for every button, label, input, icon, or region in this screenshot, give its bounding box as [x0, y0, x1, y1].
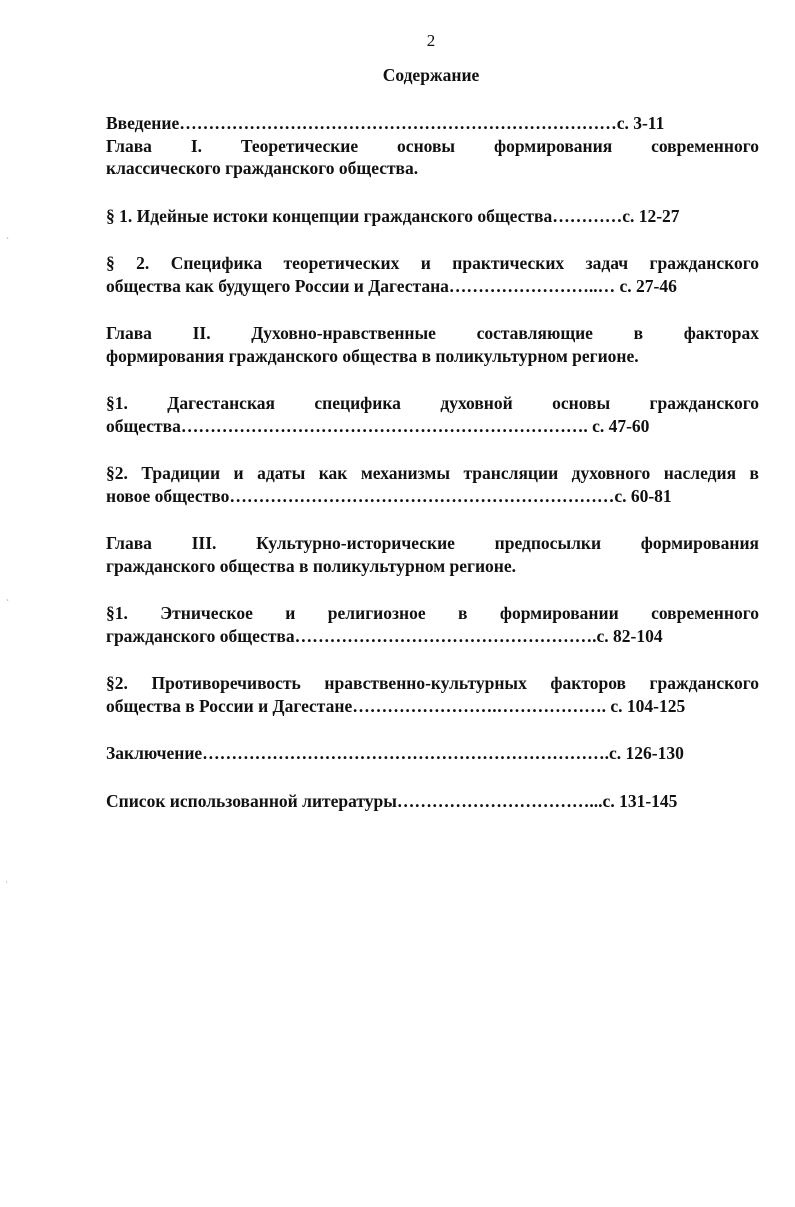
toc-chapter-3-title-line-2: гражданского общества в поликультурном регионе.: [106, 555, 517, 576]
table-of-contents: [106, 112, 759, 812]
toc-section-3-2-line-1: §2. Противоречивость нравственно-культурных факторов гражданского: [106, 673, 759, 693]
toc-references: Список использованной литературы……………………………...с. 131-145: [106, 790, 678, 811]
page-title: Содержание: [382, 65, 480, 85]
scan-speck: ˋ: [6, 236, 9, 246]
toc-chapter-1-title-line-2: классического гражданского общества.: [106, 158, 419, 178]
toc-section-3-1-line-2: гражданского общества…………………………………………….с. 82-104: [106, 625, 663, 646]
scan-speck: ˙: [5, 880, 8, 890]
toc-section-3-1-line-1: §1. Этническое и религиозное в формировании современного: [106, 603, 759, 623]
toc-section-3-2-line-2: общества в России и Дагестане…………………….………………. с. 104-125: [106, 695, 686, 716]
toc-section-1-1: § 1. Идейные истоки концепции гражданского общества…………с. 12-27: [106, 205, 680, 226]
toc-conclusion: Заключение…………………………………………………………….с. 126-130: [106, 743, 684, 763]
toc-intro: Введение…………………………………………………………………с. 3-11: [106, 113, 665, 133]
page-number: 2: [426, 31, 436, 50]
toc-section-2-2-line-1: §2. Традиции и адаты как механизмы трансляции духовного наследия в: [106, 463, 759, 483]
toc-section-2-1-line-2: общества……………………………………………………………. с. 47-60: [106, 415, 650, 436]
toc-section-1-2-line-2: общества как будущего России и Дагестана……………………..… с. 27-46: [106, 275, 677, 296]
scan-speck: ˋ: [6, 598, 9, 608]
toc-section-1-2-line-1: § 2. Специфика теоретических и практических задач гражданского: [106, 253, 759, 273]
toc-chapter-2-title-line-1: Глава II. Духовно-нравственные составляющие в факторах: [106, 323, 759, 343]
toc-section-2-1-line-1: §1. Дагестанская специфика духовной основы гражданского: [106, 393, 759, 413]
toc-chapter-1-title-line-1: Глава I. Теоретические основы формирования современного: [106, 135, 759, 156]
toc-chapter-2-title-line-2: формирования гражданского общества в поликультурном регионе.: [106, 345, 639, 366]
toc-chapter-3-title-line-1: Глава III. Культурно-исторические предпосылки формирования: [106, 533, 759, 553]
toc-section-2-2-line-2: новое общество…………………………………………………………с. 60-81: [106, 485, 672, 506]
